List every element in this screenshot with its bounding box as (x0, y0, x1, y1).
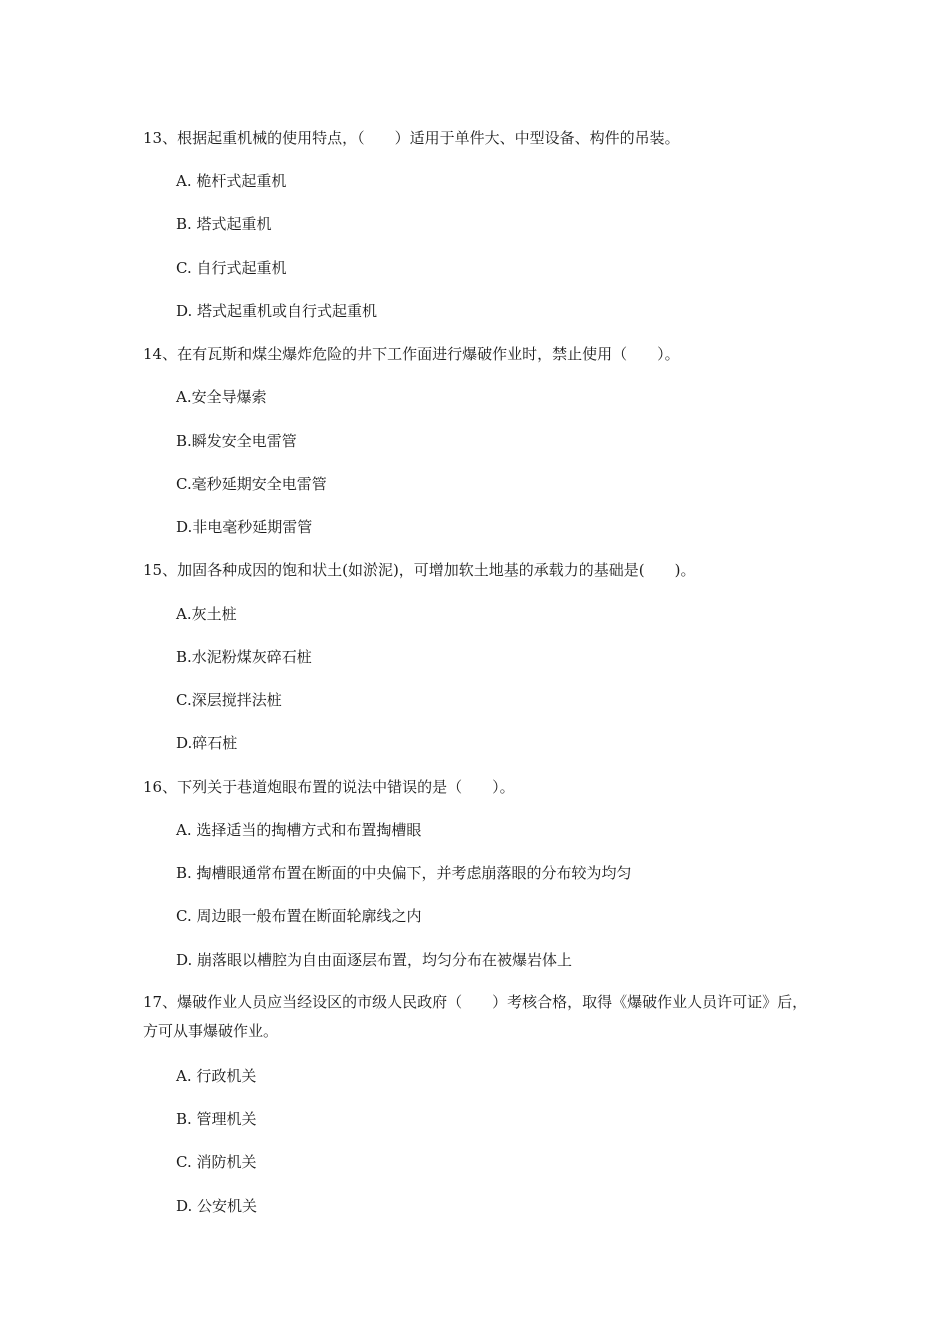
option-13-b: B. 塔式起重机 (176, 215, 272, 233)
option-15-c: C.深层搅拌法桩 (176, 691, 282, 709)
option-14-d: D.非电毫秒延期雷管 (176, 518, 313, 536)
option-16-d: D. 崩落眼以槽腔为自由面逐层布置，均匀分布在被爆岩体上 (176, 951, 573, 969)
option-17-d: D. 公安机关 (176, 1197, 258, 1215)
option-17-c: C. 消防机关 (176, 1153, 257, 1171)
question-16: 16、下列关于巷道炮眼布置的说法中错误的是（ ）。 (143, 778, 515, 796)
option-17-a: A. 行政机关 (176, 1067, 257, 1085)
option-16-c: C. 周边眼一般布置在断面轮廓线之内 (176, 907, 422, 925)
option-15-b: B.水泥粉煤灰碎石桩 (176, 648, 312, 666)
question-17: 17、爆破作业人员应当经设区的市级人民政府（ ）考核合格，取得《爆破作业人员许可证》后，方可从事爆破作业。 (143, 993, 808, 1040)
question-14: 14、在有瓦斯和煤尘爆炸危险的井下工作面进行爆破作业时，禁止使用（ ）。 (143, 345, 680, 363)
option-15-a: A.灰土桩 (176, 605, 237, 623)
option-16-a: A. 选择适当的掏槽方式和布置掏槽眼 (176, 821, 422, 839)
question-13: 13、根据起重机械的使用特点，（ ）适用于单件大、中型设备、构件的吊装。 (143, 129, 680, 147)
option-13-a: A. 桅杆式起重机 (176, 172, 287, 190)
option-14-c: C.毫秒延期安全电雷管 (176, 475, 327, 493)
option-15-d: D.碎石桩 (176, 734, 238, 752)
option-13-d: D. 塔式起重机或自行式起重机 (176, 302, 378, 320)
option-16-b: B. 掏槽眼通常布置在断面的中央偏下，并考虑崩落眼的分布较为均匀 (176, 864, 632, 882)
option-17-b: B. 管理机关 (176, 1110, 257, 1128)
option-13-c: C. 自行式起重机 (176, 259, 287, 277)
option-14-b: B.瞬发安全电雷管 (176, 432, 297, 450)
option-14-a: A.安全导爆索 (176, 388, 267, 406)
question-15: 15、加固各种成因的饱和状土(如淤泥)，可增加软土地基的承载力的基础是( )。 (143, 561, 696, 579)
